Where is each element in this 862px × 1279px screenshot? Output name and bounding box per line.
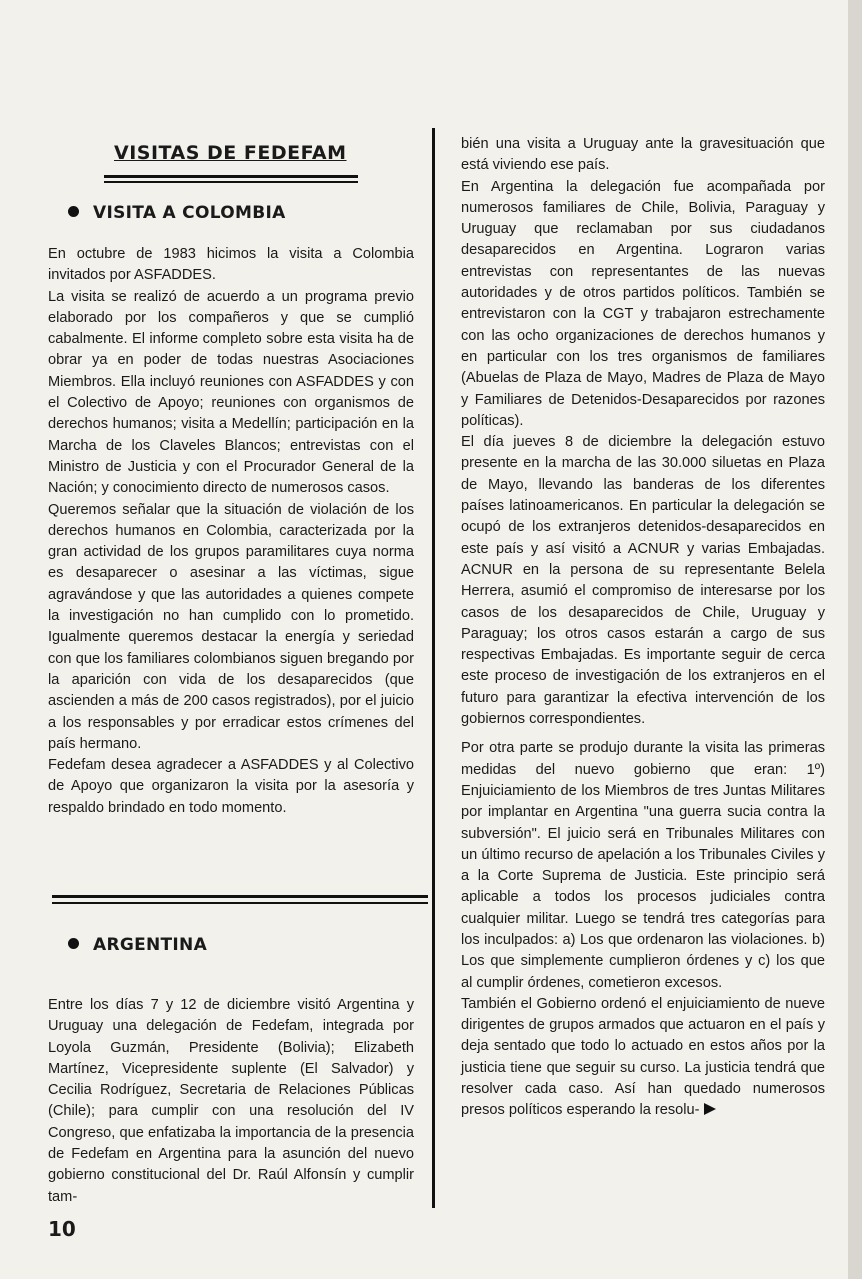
- colombia-paragraph: Queremos señalar que la situación de violación de los derechos humanos en Colombia, caracterizada por la gran actividad de los grupos paramilitares cuya norma es desaparecer o asesinar a las víctimas, sigue agravándose y que las autoridades a quienes compete la investigación no han cumplido con lo prometido. Igualmente queremos destacar la energía y seriedad con que los familiares colombianos siguen bregando por la aparición con vida de los desaparecidos (que ascienden a más de 200 casos registrados), por el juicio a los responsables y por erradicar estos crímenes del país hermano.: [48, 501, 414, 752]
- argentina-paragraph: El día jueves 8 de diciembre la delegación estuvo presente en la marcha de las 30.000 siluetas en Plaza de Mayo, llevando las banderas de los diferentes países latinoamericanos. En particular la delegación se ocupó de los extranjeros detenidos-desaparecidos en este país y así visitó a ACNUR y varias Embajadas. ACNUR en la persona de su representante Belela Herrera, asumió el compromiso de interesarse por los casos de los desaparecidos de Chile, Uruguay y Paraguay; los otros casos estarán a cargo de sus respectivas Embajadas. Es importante seguir de cerca este proceso de investigación de los extranjeros en el futuro para garantizar la efectiva intervención de los gobiernos correspondientes.: [461, 434, 825, 728]
- colombia-paragraph: En octubre de 1983 hicimos la visita a Colombia invitados por ASFADDES.: [48, 246, 414, 284]
- colombia-heading-text: VISITA A COLOMBIA: [93, 203, 286, 223]
- column-divider: [432, 128, 435, 1208]
- bleed-through: [90, 118, 420, 133]
- argentina-paragraph: bién una visita a Uruguay ante la gravesituación que está viviendo ese país.: [461, 136, 825, 174]
- section-rule-bottom: [52, 902, 428, 904]
- bullet-icon: [68, 938, 79, 949]
- page-number: 10: [48, 1217, 76, 1241]
- colombia-article: [48, 244, 414, 819]
- argentina-paragraph: Entre los días 7 y 12 de diciembre visitó Argentina y Uruguay una delegación de Fedefam, integrada por Loyola Guzmán, Presidente (Bolivia); Elizabeth Martínez, Vicepresidente suplente (El Salvador) y Cecilia Rodríguez, Secretaria de Relaciones Públicas (Chile); para cumplir con una resolución del IV Congreso, que enfatizaba la importancia de la presencia de Fedefam en Argentina para la asunción del nuevo gobierno constitucional del Dr. Raúl Alfonsín y cumplir tam-: [48, 997, 414, 1205]
- argentina-paragraph: Por otra parte se produjo durante la visita las primeras medidas del nuevo gobierno que eran: 1º) Enjuiciamiento de los Miembros de tres Juntas Militares por implantar en Argentina "una guerra sucia contra la subversión". El juicio será en Tribunales Militares con un último recurso de apelación a los Tribunales Civiles y a la Corte Suprema de Justicia. Este principio será aplicable a todos los procesos judiciales contra cualquier militar. Luego se tendrá tres categorías para los inculpados: a) Los que ordenaron las violaciones. b) Los que simplemente cumplieron órdenes y c) los que al cumplir órdenes, cometieron excesos.: [461, 740, 825, 991]
- title-rule-bottom: [104, 181, 358, 183]
- argentina-last-paragraph: También el Gobierno ordenó el enjuiciamiento de nueve dirigentes de grupos armados que actuaron en el país y deja sentado que todo lo actuado en estos años por la justicia tiene que seguir su curso. La justicia tendrá que resolver cada caso. Así han quedado numerosos presos políticos esperando la resolu-: [461, 995, 825, 1119]
- section-rule-top: [52, 895, 428, 898]
- argentina-article-left: [48, 995, 414, 1208]
- bullet-icon: [68, 206, 79, 217]
- title-rule-top: [104, 175, 358, 178]
- colombia-paragraph: Fedefam desea agradecer a ASFADDES y al Colectivo de Apoyo que organizaron la visita por la asesoría y respaldo brindado en todo momento.: [48, 757, 414, 816]
- section-title: VISITAS DE FEDEFAM: [114, 142, 347, 164]
- colombia-paragraph: La visita se realizó de acuerdo a un programa previo elaborado por los compañeros y que se cumplió cabalmente. El informe completo sobre esta visita ha de obrar ya en poder de todas nuestras Asociaciones Miembros. Ella incluyó reuniones con ASFADDES y con el Colectivo de Apoyo; reuniones con organismos de derechos humanos; visita a Medellín; participación en la Marcha de los Claveles Blancos; entrevistas con el Ministro de Justicia y con el Procurador General de la Nación; y conocimiento directo de numerosos casos.: [48, 288, 414, 497]
- argentina-heading: [68, 935, 207, 955]
- argentina-article-right: [461, 134, 825, 1122]
- colombia-heading: [68, 203, 286, 223]
- argentina-heading-text: ARGENTINA: [93, 935, 208, 955]
- page-edge: [848, 0, 862, 1279]
- arrow-right-icon: [704, 1103, 716, 1115]
- argentina-paragraph: En Argentina la delegación fue acompañada por numerosos familiares de Chile, Bolivia, Paraguay y Uruguay que reclamaban por sus ciudadanos desaparecidos en Argentina. Lograron varias entrevistas con representantes de las nuevas autoridades y de otros partidos políticos. También se entrevistaron con la CGT y trabajaron estrechamente con las ocho organizaciones de derechos humanos y en particular con los tres organismos de familiares (Abuelas de Plaza de Mayo, Madres de Plaza de Mayo y Familiares de Detenidos-Desaparecidos por razones políticas).: [461, 178, 825, 429]
- argentina-paragraph: [461, 994, 825, 1122]
